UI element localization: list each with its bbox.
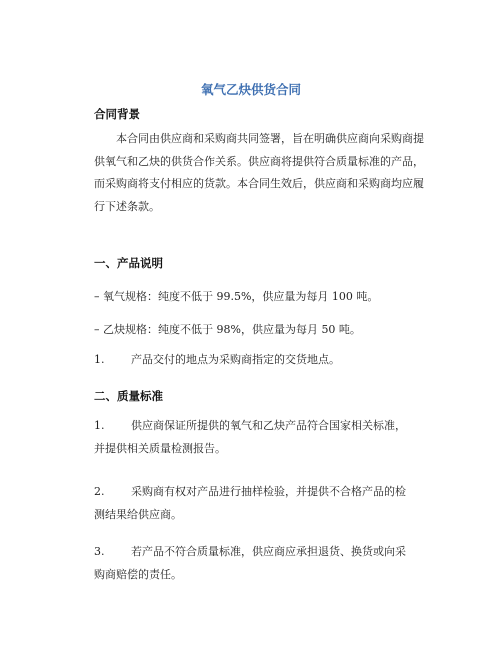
item-line: 若产品不符合质量标准，供应商应承担退货、换货或向采 bbox=[131, 545, 406, 558]
paragraph-line: 行下述条款。 bbox=[94, 199, 160, 213]
item-line: 采购商有权对产品进行抽样检验，并提供不合格产品的检 bbox=[131, 485, 406, 498]
item-line: 并提供相关质量检测报告。 bbox=[94, 441, 226, 455]
section2-item-3 bbox=[94, 541, 424, 586]
item-line: 测结果给供应商。 bbox=[94, 507, 182, 521]
bullet-oxygen-spec: – 氧气规格：纯度不低于 99.5%，供应量为每月 100 吨。 bbox=[94, 290, 379, 303]
section2-item-1 bbox=[94, 415, 424, 460]
item-line: 供应商保证所提供的氧气和乙炔产品符合国家相关标准， bbox=[131, 419, 406, 432]
background-paragraph bbox=[94, 128, 424, 218]
item-number: 1. bbox=[94, 419, 105, 432]
item-number: 2. bbox=[94, 485, 105, 498]
paragraph-line: 本合同由供应商和采购商共同签署，旨在明确供应商向采购商提 bbox=[116, 132, 424, 145]
item-line: 产品交付的地点为采购商指定的交货地点。 bbox=[131, 353, 340, 366]
paragraph-line: 而采购商将支付相应的货款。本合同生效后，供应商和采购商均应履 bbox=[94, 177, 424, 191]
item-line: 购商赔偿的责任。 bbox=[94, 567, 182, 581]
section1-heading: 一、产品说明 bbox=[94, 256, 163, 270]
background-heading: 合同背景 bbox=[94, 107, 140, 121]
item-number: 1. bbox=[94, 353, 105, 366]
section1-item-1 bbox=[94, 349, 424, 372]
section2-heading: 二、质量标准 bbox=[94, 389, 163, 403]
paragraph-line: 供氧气和乙炔的供货合作关系。供应商将提供符合质量标准的产品， bbox=[94, 154, 424, 168]
bullet-acetylene-spec: – 乙炔规格：纯度不低于 98%，供应量为每月 50 吨。 bbox=[94, 323, 361, 336]
item-number: 3. bbox=[94, 545, 105, 558]
section2-item-2 bbox=[94, 481, 424, 526]
document-title: 氧气乙炔供货合同 bbox=[200, 82, 301, 97]
